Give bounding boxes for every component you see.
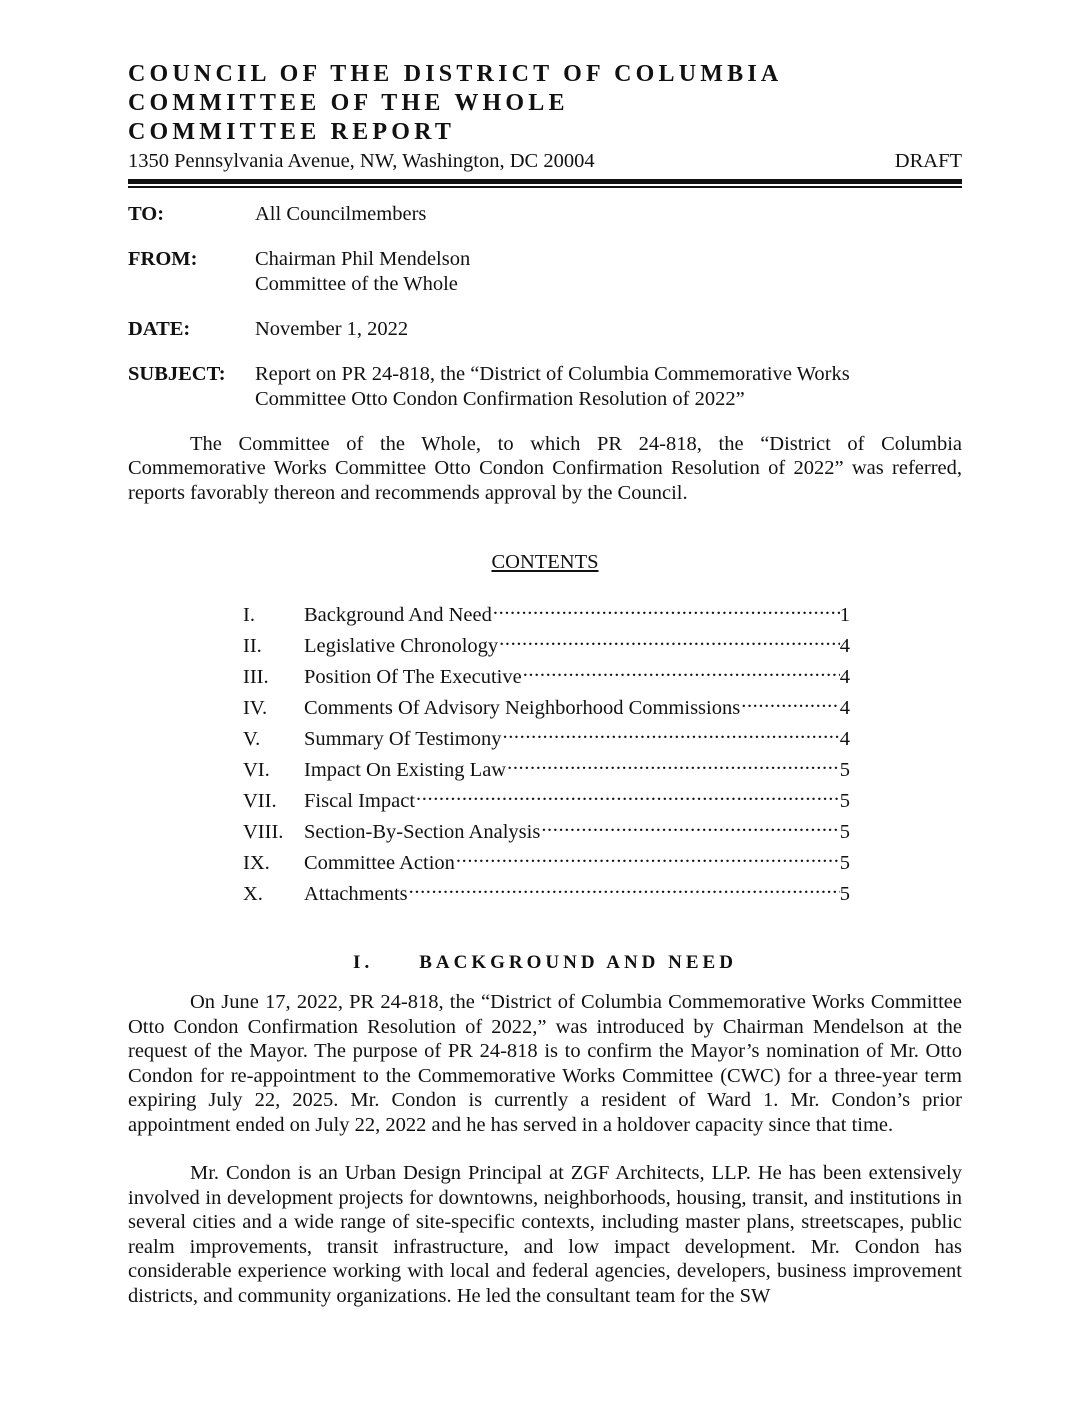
toc-leader-dots [522, 658, 840, 683]
intro-paragraph: The Committee of the Whole, to which PR 24-818, the “District of Columbia Commemorative Works Committee Otto Condon Confirmation Resolution of 2022” was referred, reports favorably thereon and recommends approval by the Council. [128, 432, 962, 504]
toc-page-number: 4 [839, 665, 850, 688]
toc-leader-dots [740, 689, 840, 714]
toc-entry[interactable] [243, 627, 850, 658]
toc-entry[interactable] [243, 596, 850, 627]
background-paragraph-2: Mr. Condon is an Urban Design Principal at ZGF Architects, LLP. He has been extensively involved in development projects for downtowns, neighborhoods, housing, transit, and institutions in several cities and a wide range of site-specific contexts, including master plans, streetscapes, public realm improvements, transit infrastructure, and low impact development. Mr. Condon has considerable experience working with local and federal agencies, developers, business improvement districts, and community organizations. He led the consultant team for the SW [128, 1162, 962, 1307]
toc-number: III. [243, 665, 269, 688]
memo-subject [128, 362, 962, 412]
toc-entry[interactable] [243, 751, 850, 782]
address-line [128, 147, 962, 175]
toc-entry[interactable] [243, 844, 850, 875]
header-divider-thin [128, 186, 962, 188]
memo-block [128, 202, 962, 412]
document-page [128, 60, 962, 1308]
toc-entry[interactable] [243, 875, 850, 906]
toc-leader-dots [415, 782, 840, 807]
toc-page-number: 5 [839, 882, 850, 905]
toc-number: VIII. [243, 820, 284, 843]
toc-leader-dots [506, 751, 840, 776]
letterhead [128, 60, 962, 188]
toc-entry[interactable] [243, 782, 850, 813]
toc-page-number: 5 [839, 789, 850, 812]
toc-leader-dots [408, 875, 840, 900]
header-divider-thick [128, 179, 962, 184]
toc-title: Fiscal Impact [304, 789, 416, 812]
toc-number: X. [243, 882, 263, 905]
toc-entry[interactable] [243, 813, 850, 844]
toc-page-number: 4 [839, 634, 850, 657]
subject-label: SUBJECT: [128, 362, 226, 385]
toc-page-number: 5 [839, 851, 850, 874]
toc-page-number: 4 [839, 727, 850, 750]
toc-title: Summary Of Testimony [304, 727, 502, 750]
date-value: November 1, 2022 [255, 317, 409, 340]
toc-page-number: 5 [839, 820, 850, 843]
memo-date [128, 317, 962, 342]
address: 1350 Pennsylvania Avenue, NW, Washington, DC 20004 [128, 150, 595, 172]
toc-number: I. [243, 603, 255, 626]
section-title: BACKGROUND AND NEED [419, 952, 737, 973]
toc-number: VII. [243, 789, 277, 812]
toc-title: Position Of The Executive [304, 665, 522, 688]
subject-line-1: Report on PR 24-818, the “District of Columbia Commemorative Works [255, 362, 850, 385]
section-heading [128, 952, 962, 974]
toc-title: Committee Action [304, 851, 455, 874]
contents-heading: CONTENTS [491, 551, 599, 573]
council-name: COUNCIL OF THE DISTRICT OF COLUMBIA [128, 61, 783, 87]
committee-name: COMMITTEE OF THE WHOLE [128, 90, 569, 116]
toc-title: Background And Need [304, 603, 492, 626]
toc-entry[interactable] [243, 720, 850, 751]
from-name: Chairman Phil Mendelson [255, 247, 471, 270]
to-value: All Councilmembers [255, 202, 427, 225]
toc-leader-dots [501, 720, 839, 745]
toc-title: Section-By-Section Analysis [304, 820, 541, 843]
toc-entry[interactable] [243, 658, 850, 689]
background-paragraph-1: On June 17, 2022, PR 24-818, the “District of Columbia Commemorative Works Committee Otto Condon Confirmation Resolution of 2022,” was introduced by Chairman Mendelson at the request of the Mayor. The purpose of PR 24-818 is to confirm the Mayor’s nomination of Mr. Otto Condon for re-appointment to the Commemorative Works Committee (CWC) for a three-year term expiring July 22, 2025. Mr. Condon is currently a resident of Ward 1. Mr. Condon’s prior appointment ended on July 22, 2022 and he has served in a holdover capacity since that time. [128, 991, 962, 1136]
memo-from [128, 247, 962, 297]
toc-leader-dots [492, 596, 840, 621]
to-label: TO: [128, 202, 165, 225]
memo-to [128, 202, 962, 227]
toc-entry[interactable] [243, 689, 850, 720]
from-committee: Committee of the Whole [255, 272, 458, 295]
report-type: COMMITTEE REPORT [128, 119, 456, 145]
toc-leader-dots [455, 844, 840, 869]
toc-number: V. [243, 727, 261, 750]
table-of-contents [243, 596, 850, 906]
toc-number: IX. [243, 851, 270, 874]
toc-page-number: 5 [839, 758, 850, 781]
toc-title: Attachments [304, 882, 408, 905]
toc-page-number: 4 [839, 696, 850, 719]
toc-number: II. [243, 634, 262, 657]
date-label: DATE: [128, 317, 191, 340]
toc-title: Legislative Chronology [304, 634, 499, 657]
toc-title: Impact On Existing Law [304, 758, 507, 781]
from-label: FROM: [128, 247, 198, 270]
section-number: I. [353, 952, 374, 973]
toc-leader-dots [540, 813, 839, 838]
toc-leader-dots [498, 627, 840, 652]
toc-number: IV. [243, 696, 268, 719]
draft-label: DRAFT [894, 150, 962, 172]
toc-page-number: 1 [839, 603, 850, 626]
subject-line-2: Committee Otto Condon Confirmation Resolution of 2022” [255, 387, 745, 410]
toc-title: Comments Of Advisory Neighborhood Commissions [304, 696, 741, 719]
toc-number: VI. [243, 758, 270, 781]
